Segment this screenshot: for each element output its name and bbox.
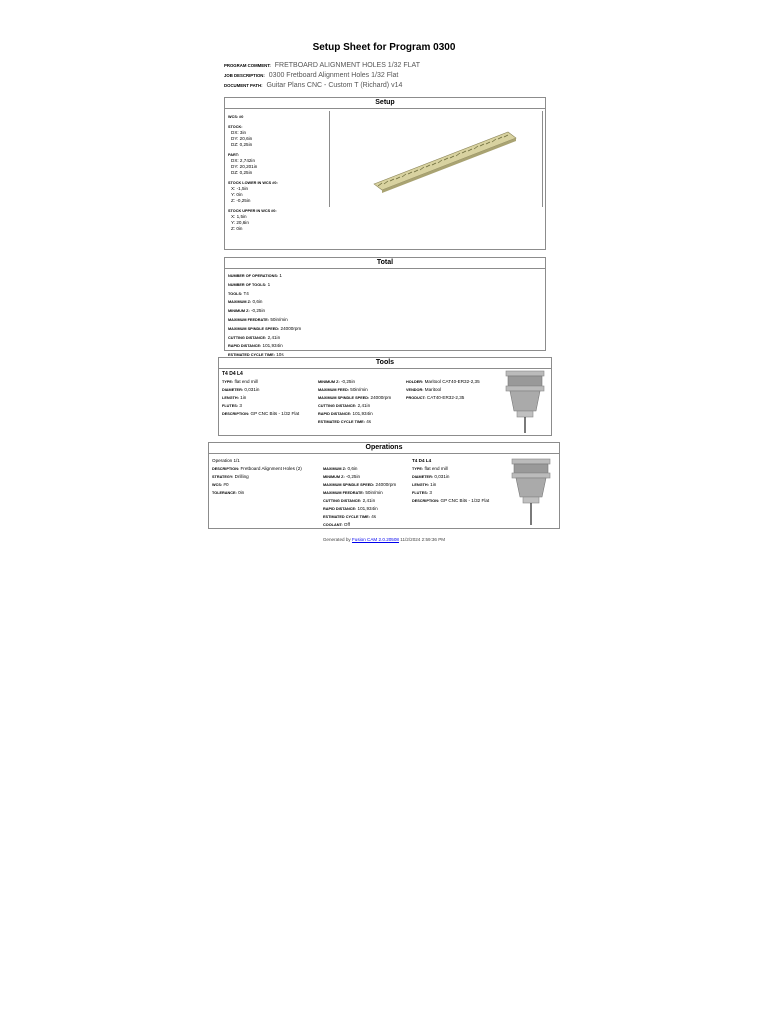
tool-row [222,394,299,402]
operation-value: 1in [430,482,437,487]
tool-value: Maritool [424,387,442,392]
setup-title: Setup [375,99,395,106]
operation-key: WCS: [212,483,223,487]
tool-value: GP CNC Bits - 1/32 Flat [250,411,300,416]
tool-heading: T4 D4 L4 [222,371,243,377]
tool-row [318,386,391,394]
document-path-value: Guitar Plans CNC - Custom T (Richard) v14 [266,82,403,89]
tool-key: MINIMUM Z: [318,380,340,384]
operation-row [323,497,396,505]
stock-dx: DX: 3in [231,130,247,135]
tool-row [222,402,299,410]
total-key: NUMBER OF OPERATIONS: [228,274,279,278]
total-row [228,298,301,307]
operation-row [212,473,302,481]
part-label: PART: [228,153,239,157]
tool-key: PRODUCT: [406,396,426,400]
job-description-value: 0300 Fretboard Alignment Holes 1/32 Flat [268,72,399,79]
stock-upper-y: Y: 20,6in [231,220,249,225]
fusion-cam-link[interactable]: Fusion CAM 2.0.20508 [351,537,399,542]
total-key: MINIMUM Z: [228,309,250,314]
operation-value: -0,25in [346,474,361,479]
divider [225,268,545,269]
operation-row [323,513,396,521]
tools-title: Tools [375,359,395,366]
operation-key: ESTIMATED CYCLE TIME: [323,515,370,519]
operation-row [412,489,489,497]
operation-value: 2,41in [362,498,376,503]
stock-lower-y: Y: 0in [231,192,243,197]
tool-value: 24000rpm [370,395,392,400]
tool-value: -0,25in [341,379,356,384]
program-info [224,61,420,91]
operation-key: MAXIMUM SPINDLE SPEED: [323,483,375,487]
tool-row [406,386,480,394]
operation-heading: Operation 1/1 [212,458,240,463]
tool-value: 1in [240,395,247,400]
operation-value: flat end mill [424,466,448,471]
total-value: 10s [276,352,284,358]
operation-value: Drilling [234,474,249,479]
tool-key: VENDOR: [406,388,424,392]
setup-divider-vertical [329,111,330,207]
total-list [228,272,301,360]
tool-key: LENGTH: [222,396,239,400]
part-dz: DZ: 0,25in [231,170,253,175]
fretboard-preview-image [370,128,520,198]
total-key: NUMBER OF TOOLS: [228,282,267,287]
stock-lower-z: Z: -0,25in [231,198,251,203]
operations-title: Operations [365,444,403,451]
tool-key: FLUTES: [222,404,239,408]
operation-row [323,505,396,513]
total-row [228,342,301,351]
operation-row [323,489,396,497]
tool-row [318,410,391,418]
operation-value: 4s [371,514,377,519]
operation-key: COOLANT: [323,523,343,527]
tool-row [318,378,391,386]
tool-value: 50in/min [350,387,368,392]
total-section [224,257,546,358]
total-value: T4 [243,290,249,296]
tools-section [218,357,552,436]
divider [209,453,559,454]
total-key: ESTIMATED CYCLE TIME: [228,353,275,358]
tool-holder-icon [509,457,553,527]
wcs-label: WCS: #0 [228,115,244,119]
operation-row [323,473,396,481]
tool-key: DIAMETER: [222,388,244,392]
setup-details [228,114,278,232]
tool-key: RAPID DISTANCE: [318,412,352,416]
document-path-label: DOCUMENT PATH: [224,83,263,88]
total-row [228,272,301,281]
job-description-label: JOB DESCRIPTION: [224,73,265,78]
stock-dy: DY: 20,6in [231,136,253,141]
total-row [228,325,301,334]
stock-upper-label: STOCK UPPER IN WCS #0: [228,209,277,213]
operation-row [323,521,396,529]
operation-row [412,481,489,489]
operation-value: 101,934in [357,506,378,511]
operation-value: GP CNC Bits - 1/32 Flat [440,498,490,503]
operation-value: Off [343,522,350,527]
total-value: 0,6in [252,299,263,305]
total-row [228,281,301,290]
tool-key: TYPE: [222,380,234,384]
footer [0,537,768,542]
setup-section [224,97,546,250]
tool-row [318,418,391,426]
operation-key: DESCRIPTION: [412,499,440,503]
total-row [228,316,301,325]
total-key: MAXIMUM Z: [228,300,252,305]
operation-col-3 [412,457,489,505]
operation-key: MAXIMUM Z: [323,467,347,471]
tool-col-1 [222,378,299,418]
operation-key: MAXIMUM FEEDRATE: [323,491,365,495]
total-row [228,290,301,299]
tool-row [406,378,480,386]
operation-value: Fretboard Alignment Holes (2) [240,466,302,471]
operation-row [212,465,302,473]
stock-lower-x: X: -1,5in [231,186,249,191]
stock-dz: DZ: 0,25in [231,142,253,147]
total-value: 2,41in [267,334,281,340]
tool-row [406,394,480,402]
total-title: Total [376,259,394,266]
document-path-row [224,81,420,91]
tool-value: 0,031in [244,387,260,392]
operation-tool-heading: T4 D4 L4 [412,458,432,463]
operation-key: LENGTH: [412,483,429,487]
operation-key: DIAMETER: [412,475,434,479]
tool-value: 101,934in [352,411,373,416]
operation-col-1 [212,457,302,497]
operation-col-2 [323,465,396,529]
tool-key: MAXIMUM FEED: [318,388,350,392]
operation-key: DESCRIPTION: [212,467,240,471]
operation-key: TOLERANCE: [212,491,237,495]
tool-value: flat end mill [234,379,258,384]
operation-value: 50in/min [365,490,383,495]
operation-key: RAPID DISTANCE: [323,507,357,511]
tool-key: ESTIMATED CYCLE TIME: [318,420,365,424]
tool-key: MAXIMUM SPINDLE SPEED: [318,396,370,400]
operation-key: TYPE: [412,467,424,471]
operation-value: 3 [429,490,432,495]
page-title: Setup Sheet for Program 0300 [312,42,456,53]
operation-value: 0,031in [434,474,450,479]
operation-key: CUTTING DISTANCE: [323,499,362,503]
operation-row [212,489,302,497]
tool-value: CAT40-ER32-2,35 [426,395,465,400]
total-key: RAPID DISTANCE: [228,344,262,349]
tool-row [222,410,299,418]
operation-value: 24000rpm [375,482,397,487]
operation-key: MINIMUM Z: [323,475,345,479]
operation-row [412,465,489,473]
total-key: TOOLS: [228,291,243,296]
total-value: 50in/min [270,316,288,322]
operation-row [323,481,396,489]
tool-value: 3 [239,403,242,408]
part-dx: DX: 2,742in [231,158,256,163]
tool-row [318,394,391,402]
total-key: CUTTING DISTANCE: [228,335,267,340]
operations-section [208,442,560,529]
job-description-row [224,71,420,81]
stock-upper-z: Z: 0in [231,226,243,231]
operation-row [323,465,396,473]
total-key: MAXIMUM SPINDLE SPEED: [228,326,280,331]
total-row [228,334,301,343]
footer-date: 11/2/2024 2:59:36 PM [400,537,446,542]
tool-col-3 [406,378,480,402]
total-key: MAXIMUM FEEDRATE: [228,317,270,322]
tool-row [222,378,299,386]
operation-key: FLUTES: [412,491,429,495]
tool-key: HOLDER: [406,380,424,384]
operation-row [412,497,489,505]
operation-value: #0 [223,482,229,487]
setup-divider-right [542,111,543,207]
tool-value: 2,41in [357,403,371,408]
tool-col-2 [318,378,391,426]
total-value: 24000rpm [280,325,302,331]
tool-row [318,402,391,410]
total-row [228,307,301,316]
tool-key: CUTTING DISTANCE: [318,404,357,408]
total-value: 1 [279,273,282,278]
operation-key: STRATEGY: [212,475,234,479]
operation-value: 0,6in [347,466,358,471]
operation-row [412,473,489,481]
program-comment-row [224,61,420,71]
tool-value: Maritool CAT40-ER32-2,35 [424,379,480,384]
operation-value: 0in [238,490,245,495]
divider [225,108,545,109]
total-value: 1 [267,281,271,287]
total-value: -0,25in [251,308,266,314]
tool-row [222,386,299,394]
stock-label: STOCK: [228,125,243,129]
stock-upper-x: X: 1,5in [231,214,247,219]
footer-prefix: Generated by [322,537,351,542]
operation-row [212,481,302,489]
tool-holder-icon [502,369,548,435]
program-comment-value: FRETBOARD ALIGNMENT HOLES 1/32 FLAT [274,62,420,69]
tool-value: 4s [366,419,372,424]
part-dy: DY: 20,201in [231,164,258,169]
total-value: 101,934in [262,343,283,349]
program-comment-label: PROGRAM COMMENT: [224,63,271,68]
tool-key: DESCRIPTION: [222,412,250,416]
stock-lower-label: STOCK LOWER IN WCS #0: [228,181,278,185]
